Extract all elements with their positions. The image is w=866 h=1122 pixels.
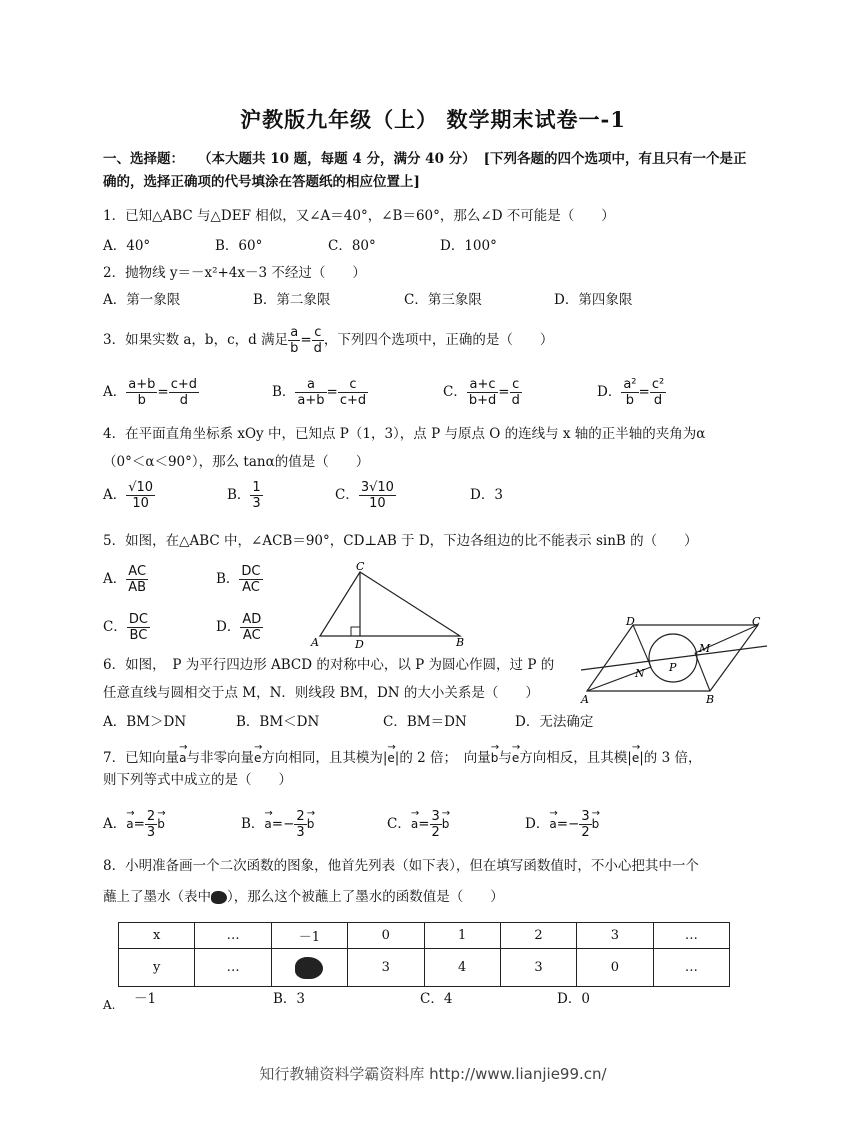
q3-stem-post: ，下列四个选项中，正确的是（ ）	[323, 332, 554, 348]
q6-parallelogram-figure	[575, 615, 770, 705]
q5-stem: 5．如图，在△ABC 中，∠ACB＝90°，CD⊥AB 于 D，下边各组边的比不能表示 sinB 的（ ）	[103, 533, 698, 549]
q6-label-p: P	[669, 661, 677, 674]
q3-stem	[103, 323, 553, 357]
table-cell: 1	[424, 923, 500, 949]
table-cell: 3	[577, 923, 653, 949]
q4-option-a: A． $\frac{√10}{10}$	[103, 480, 154, 511]
q5-option-d: D． $\frac{AD}{AC}$	[216, 612, 262, 643]
q6-label-n: N	[635, 667, 645, 680]
q3-given-frac-left: $\frac{a}{b}$	[290, 325, 299, 356]
q6-option-d: D．无法确定	[515, 714, 594, 730]
q8-option-a-label: A.	[103, 998, 116, 1012]
q4-stem-1: 4．在平面直角坐标系 xOy 中，已知点 P（1，3），点 P 与原点 O 的连线与 x 轴的正半轴的夹角为α	[103, 426, 706, 442]
q4-option-c: C． $\frac{3√10}{10}$	[335, 480, 394, 511]
q7-option-b: B．→ a=− $\frac{2}{3}$ → b	[241, 806, 314, 842]
q6-label-m: M	[699, 642, 711, 655]
page-title: 沪教版九年级（上） 数学期末试卷一-1	[240, 107, 626, 132]
table-cell: y	[119, 949, 195, 987]
table-cell: …	[653, 923, 729, 949]
table-cell: 2	[500, 923, 576, 949]
q3-given-eq: =	[300, 332, 312, 348]
q1-option-a: A．40°	[103, 238, 151, 254]
q7-option-a: A．→ a= $\frac{2}{3}$ → b	[103, 806, 165, 842]
table-cell: 3	[348, 949, 424, 987]
q5-label-a: A	[311, 636, 319, 649]
q6-label-a: A	[581, 693, 589, 705]
q6-option-c: C．BM＝DN	[383, 714, 467, 730]
q3-option-c: C． $\frac{a+c}{b+d}$ = $\frac{c}{d}$	[443, 377, 520, 408]
table-cell: 0	[577, 949, 653, 987]
q5-label-c: C	[356, 560, 365, 573]
q6-option-b: B．BM＜DN	[236, 714, 320, 730]
q5-option-a: A． $\frac{AC}{AB}$	[103, 564, 147, 595]
q5-option-b: B． $\frac{DC}{AC}$	[216, 564, 261, 595]
q7-stem-2: 则下列等式中成立的是（ ）	[103, 772, 292, 788]
vector-a: → a	[179, 749, 186, 767]
q1-option-c: C．80°	[328, 238, 376, 254]
q3-stem-pre: 3．如果实数 a，b，c，d 满足	[103, 332, 289, 348]
q7-option-c: C．→ a= $\frac{3}{2}$ → b	[387, 806, 449, 842]
q2-option-b: B．第二象限	[253, 292, 331, 308]
table-cell: …	[653, 949, 729, 987]
q5-label-d: D	[355, 638, 364, 650]
q8-option-b: B．3	[273, 991, 306, 1007]
table-cell-ink	[271, 949, 347, 987]
q3-option-a: A． $\frac{a+b}{b}$ = $\frac{c+d}{d}$	[103, 377, 197, 408]
vector-e-mod-2: → e	[632, 749, 639, 767]
table-cell: －1	[271, 923, 347, 949]
q8-stem-1: 8．小明准备画一个二次函数的图象，他首先列表（如下表），但在填写函数值时，不小心把其中一个	[103, 858, 699, 874]
q2-option-c: C．第三象限	[404, 292, 482, 308]
vector-e-2: → e	[512, 749, 519, 767]
section-instruction-2: 确的，选择正确项的代号填涂在答题纸的相应位置上]	[103, 174, 420, 190]
table-cell: 3	[500, 949, 576, 987]
q3-given-frac-right: $\frac{c}{d}$	[313, 325, 322, 356]
q4-option-d: D．3	[470, 487, 503, 503]
table-row-y	[119, 949, 730, 987]
table-cell: x	[119, 923, 195, 949]
q7-stem-1: 7．已知向量→ a与非零向量→ e方向相同，且其模为|→ e|的 2 倍； 向量→ b与→ e方向相反，且其模|→ e|的 3 倍，	[103, 749, 701, 767]
table-cell: …	[195, 949, 271, 987]
ink-blot-icon	[211, 891, 227, 904]
q3-option-d: D． $\frac{\text{a²}}{b}$ = $\frac{\text{c²}}{d}$	[597, 377, 665, 408]
q5-option-c: C． $\frac{DC}{BC}$	[103, 612, 148, 643]
section-instruction-1: [下列各题的四个选项中，有且只有一个是正	[483, 151, 747, 167]
q6-stem-1: 6．如图， P 为平行四边形 ABCD 的对称中心，以 P 为圆心作圆，过 P 的	[103, 657, 555, 673]
section-heading	[103, 150, 747, 168]
table-cell: 4	[424, 949, 500, 987]
q6-option-a: A．BM＞DN	[103, 714, 187, 730]
q2-option-d: D．第四象限	[554, 292, 633, 308]
q2-stem: 2．抛物线 y＝－x²+4x－3 不经过（ ）	[103, 265, 366, 281]
section-label: 一、选择题：	[103, 151, 184, 167]
q6-label-b: B	[706, 693, 715, 705]
q1-option-b: B．60°	[215, 238, 263, 254]
q5-label-b: B	[456, 636, 465, 649]
q8-option-c: C．4	[420, 991, 453, 1007]
vector-e: → e	[254, 749, 261, 767]
q7-option-d: D．→ a=− $\frac{3}{2}$ → b	[525, 806, 599, 842]
table-cell: 0	[348, 923, 424, 949]
q4-stem-2: （0°＜α＜90°），那么 tanα的值是（ ）	[103, 454, 370, 470]
q8-table	[118, 922, 730, 987]
q3-option-b: B． $\frac{a}{a+b}$ = $\frac{c}{c+d}$	[272, 377, 367, 408]
q8-stem-2: 蘸上了墨水（表中 ），那么这个被蘸上了墨水的函数值是（ ）	[103, 889, 504, 905]
q1-option-d: D．100°	[440, 238, 497, 254]
vector-e-mod: → e	[387, 749, 394, 767]
q1-stem: 1．已知△ABC 与△DEF 相似，又∠A＝40°，∠B＝60°，那么∠D 不可能是（ ）	[103, 208, 615, 224]
ink-blot-icon	[295, 957, 323, 979]
q6-stem-2: 任意直线与圆相交于点 M，N．则线段 BM，DN 的大小关系是（ ）	[103, 685, 539, 701]
section-note: （本大题共 10 题，每题 4 分，满分 40 分）	[198, 151, 476, 167]
table-cell: …	[195, 923, 271, 949]
q6-label-d: D	[626, 615, 635, 628]
q8-option-a-value: －1	[134, 991, 157, 1007]
q6-label-c: C	[752, 615, 761, 628]
q4-option-b: B． $\frac{1}{3}$	[227, 480, 261, 511]
vector-b: → b	[491, 749, 499, 767]
q5-triangle-figure	[308, 560, 478, 650]
q2-option-a: A．第一象限	[103, 292, 181, 308]
table-row-x	[119, 923, 730, 949]
footer-watermark: 知行教辅资料学霸资料库 http://www.lianjie99.cn/	[259, 1065, 607, 1083]
q8-option-d: D．0	[557, 991, 590, 1007]
